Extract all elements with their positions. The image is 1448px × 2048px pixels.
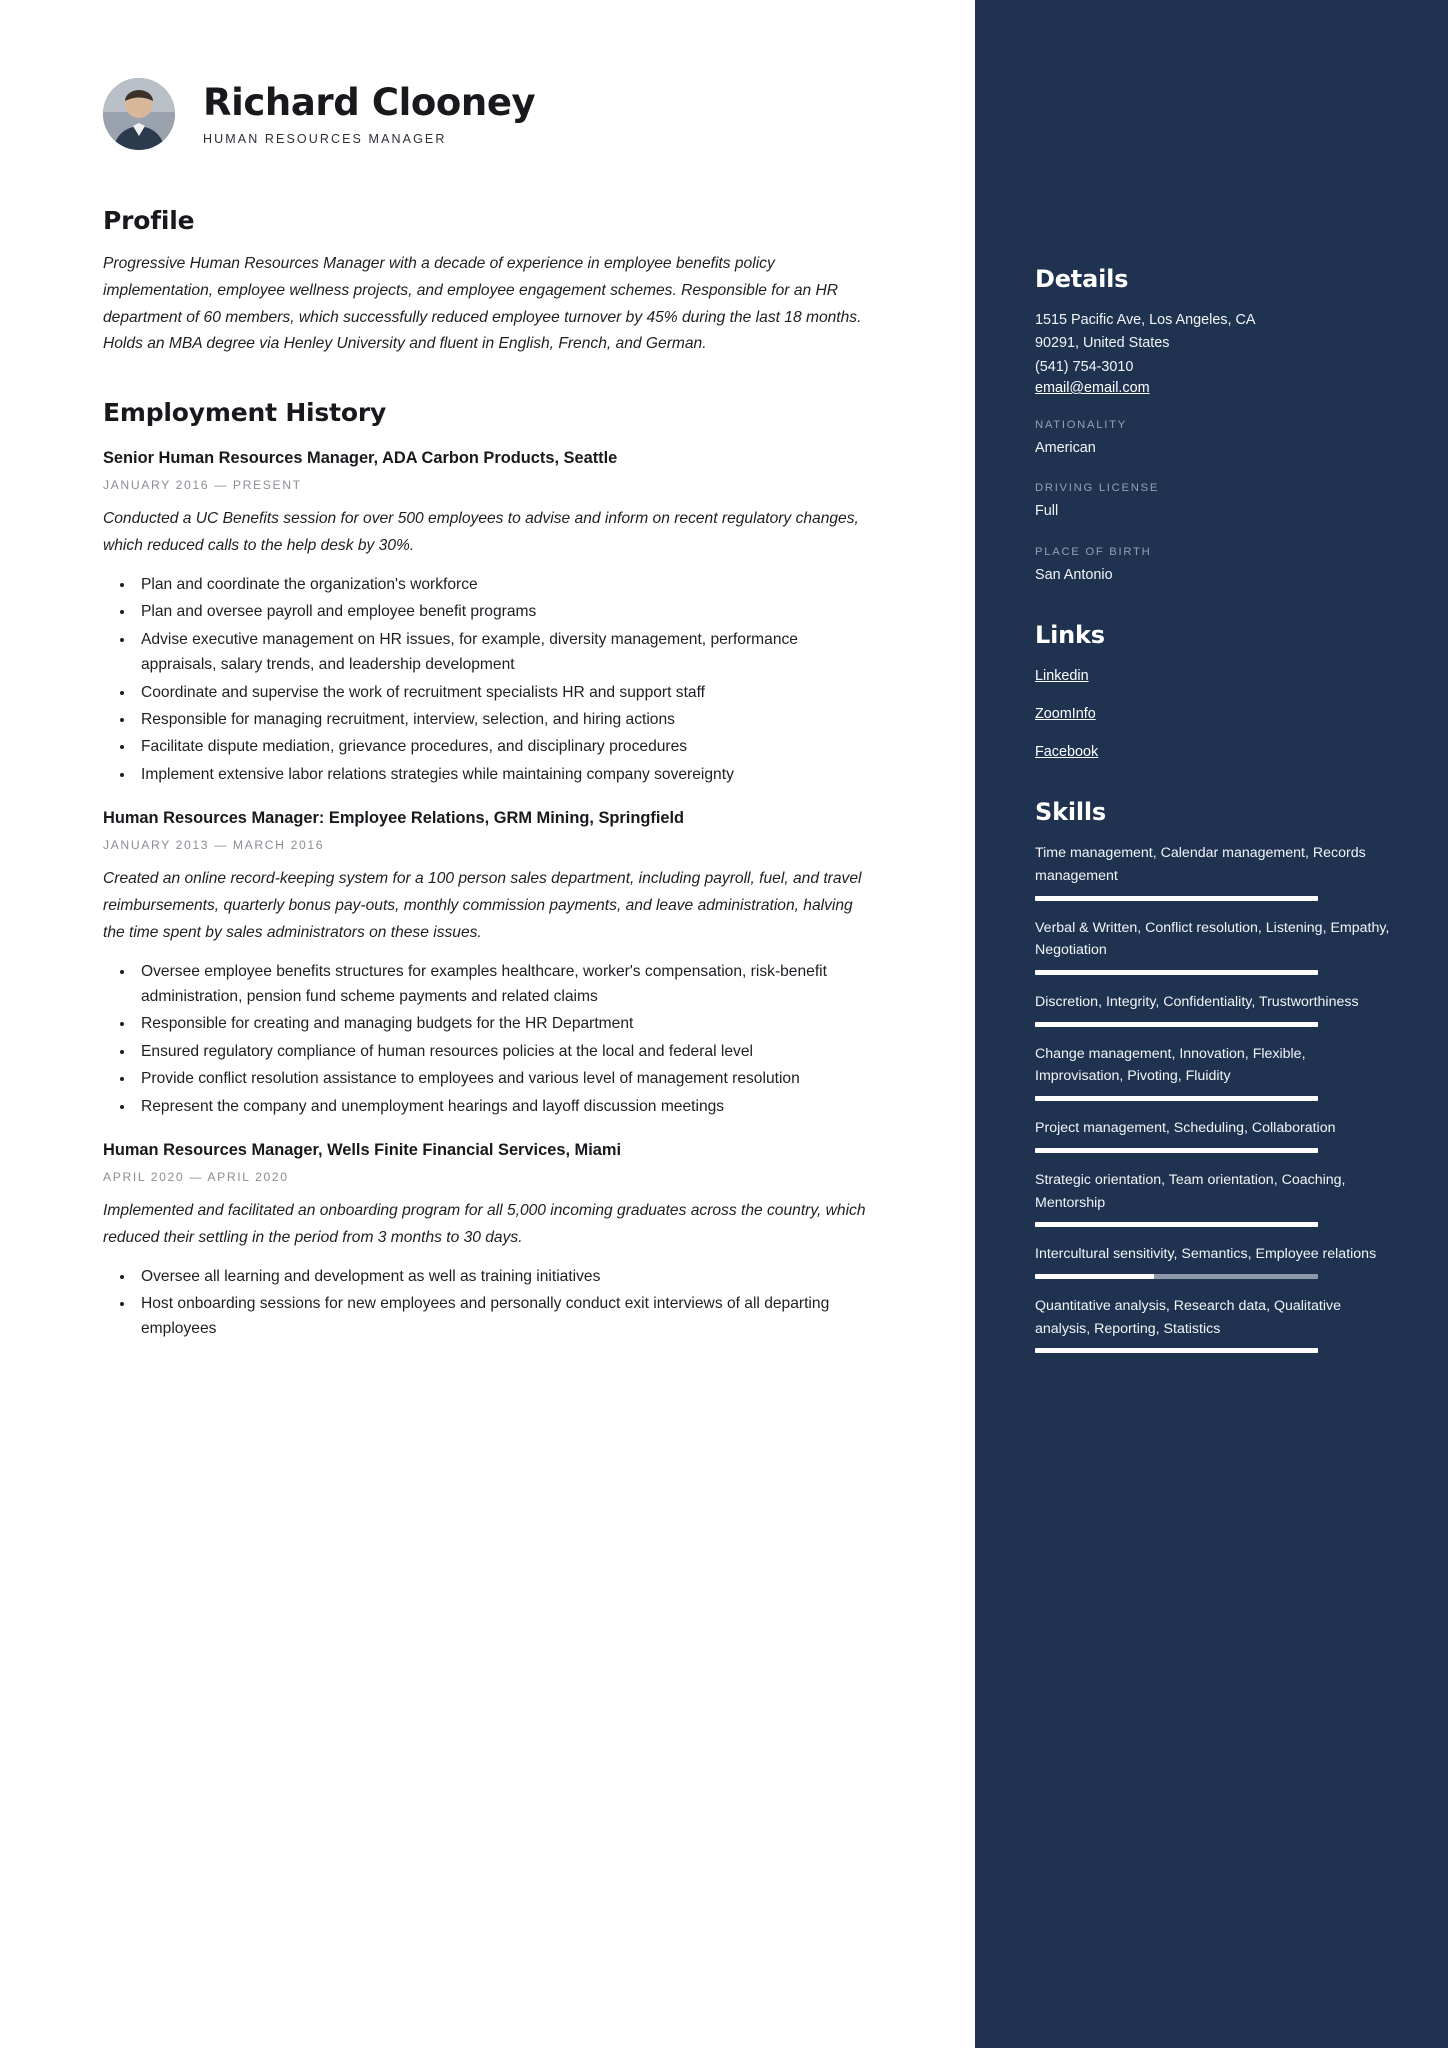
employment-dates: JANUARY 2016 — PRESENT	[103, 478, 302, 493]
employment-title: Human Resources Manager, Wells Finite Financial Services, Miami	[103, 1141, 622, 1159]
skill-rating-bar	[1035, 1222, 1318, 1227]
section-title-links: Links	[1035, 620, 1105, 649]
employment-entry	[103, 809, 870, 1119]
list-item: • Advise executive management on HR issues, for example, diversity management, performance appraisals, salary trends, and leadership development	[135, 627, 870, 678]
resume-header	[103, 78, 870, 150]
employment-title: Human Resources Manager: Employee Relations, GRM Mining, Springfield	[103, 809, 685, 828]
detail-value-place-of-birth: San Antonio	[1035, 566, 1113, 583]
skills-section	[1035, 798, 1393, 1353]
skill-rating-bar	[1035, 1274, 1318, 1279]
list-item: • Responsible for managing recruitment, interview, selection, and hiring actions	[135, 707, 870, 732]
skill-label: Change management, Innovation, Flexible, Improvisation, Pivoting, Fluidity	[1035, 1045, 1306, 1085]
links-section	[1035, 621, 1393, 764]
list-item: • Facilitate dispute mediation, grievance procedures, and disciplinary procedures	[135, 734, 870, 759]
section-title-details: Details	[1035, 265, 1129, 293]
section-title-employment: Employment History	[103, 398, 387, 428]
skill-rating-bar	[1035, 896, 1318, 901]
skill-rating-bar	[1035, 1096, 1318, 1101]
employment-title: Senior Human Resources Manager, ADA Carbon Products, Seattle	[103, 449, 618, 468]
email-link[interactable]: email@email.com	[1035, 379, 1150, 396]
skill-item	[1035, 1117, 1393, 1153]
list-item: • Responsible for creating and managing budgets for the HR Department	[135, 1011, 870, 1036]
employment-entry	[103, 449, 870, 787]
employment-entry	[103, 1141, 870, 1342]
employment-bullets	[103, 959, 870, 1119]
skill-label: Strategic orientation, Team orientation, Coaching, Mentorship	[1035, 1171, 1346, 1211]
list-item: • Oversee employee benefits structures for examples healthcare, worker's compensation, risk-benefit administration, pension fund scheme payments and related claims	[135, 959, 870, 1010]
portrait-photo-icon	[103, 78, 175, 150]
employment-summary: Conducted a UC Benefits session for over 500 employees to advise and inform on recent regulatory changes, which reduced calls to the help desk by 30%.	[103, 510, 859, 555]
skill-item	[1035, 842, 1393, 900]
list-item: • Implement extensive labor relations strategies while maintaining company sovereignty	[135, 762, 870, 787]
skill-label: Time management, Calendar management, Records management	[1035, 845, 1366, 884]
details-section	[1035, 265, 1393, 587]
list-item: • Ensured regulatory compliance of human resources policies at the local and federal level	[135, 1039, 870, 1064]
skill-label: Discretion, Integrity, Confidentiality, Trustworthiness	[1035, 993, 1359, 1010]
skill-item	[1035, 1295, 1393, 1353]
employment-summary: Implemented and facilitated an onboarding program for all 5,000 incoming graduates across the country, which reduced their settling in the period from 3 months to 30 days.	[103, 1202, 866, 1246]
skill-label: Intercultural sensitivity, Semantics, Employee relations	[1035, 1246, 1377, 1263]
page-title: Richard Clooney	[203, 80, 536, 124]
skill-item	[1035, 1243, 1393, 1279]
employment-bullets	[103, 572, 870, 787]
skill-rating-bar	[1035, 1022, 1318, 1027]
list-item: • Plan and coordinate the organization's workforce	[135, 572, 870, 597]
address-line-1: 1515 Pacific Ave, Los Angeles, CA	[1035, 312, 1256, 328]
skill-label: Quantitative analysis, Research data, Qualitative analysis, Reporting, Statistics	[1035, 1298, 1341, 1337]
list-item: • Plan and oversee payroll and employee benefit programs	[135, 599, 870, 624]
employment-summary: Created an online record-keeping system for a 100 person sales department, including payroll, fuel, and travel reimbursements, quarterly bonus pay-outs, monthly commission payments, and leave administration, halving the time spent by sales administrators on these issues.	[103, 870, 862, 941]
employment-bullets	[103, 1264, 870, 1342]
detail-label-place-of-birth: PLACE OF BIRTH	[1035, 545, 1152, 558]
skill-label: Verbal & Written, Conflict resolution, Listening, Empathy, Negotiation	[1035, 919, 1390, 959]
list-item: • Coordinate and supervise the work of recruitment specialists HR and support staff	[135, 680, 870, 705]
skill-item	[1035, 917, 1393, 975]
phone-number: (541) 754-3010	[1035, 358, 1134, 375]
sidebar	[975, 0, 1448, 2048]
skill-item	[1035, 1043, 1393, 1101]
section-title-skills: Skills	[1035, 798, 1107, 827]
list-item: • Represent the company and unemployment hearings and layoff discussion meetings	[135, 1094, 870, 1119]
detail-label-nationality: NATIONALITY	[1035, 418, 1127, 431]
employment-dates: JANUARY 2013 — MARCH 2016	[103, 838, 325, 853]
list-item: • Provide conflict resolution assistance to employees and various level of management resolution	[135, 1066, 870, 1091]
skill-rating-bar	[1035, 1348, 1318, 1353]
list-item: • Oversee all learning and development as well as training initiatives	[135, 1264, 870, 1289]
link-facebook[interactable]: Facebook	[1035, 744, 1099, 761]
detail-value-driving-license: Full	[1035, 503, 1059, 520]
list-item: • Host onboarding sessions for new employees and personally conduct exit interviews of all departing employees	[135, 1291, 870, 1342]
avatar	[103, 78, 175, 150]
link-linkedin[interactable]: Linkedin	[1035, 667, 1089, 684]
section-title-profile: Profile	[103, 206, 195, 235]
detail-value-nationality: American	[1035, 439, 1096, 456]
name-block	[203, 82, 535, 147]
profile-text: Progressive Human Resources Manager with a decade of experience in employee benefits policy implementation, employee wellness projects, and employee engagement schemes. Responsible for an HR department of 60 members, which successfully reduced employee turnover by 45% during the last 18 months. Holds an MBA degree via Henley University and fluent in English, French, and German.	[103, 255, 862, 353]
skill-item	[1035, 1169, 1393, 1227]
address-line-2: 90291, United States	[1035, 335, 1170, 352]
skill-rating-bar	[1035, 1148, 1318, 1153]
skill-item	[1035, 991, 1393, 1027]
skill-rating-bar	[1035, 970, 1318, 975]
employment-dates: APRIL 2020 — APRIL 2020	[103, 1170, 289, 1184]
detail-label-driving-license: DRIVING LICENSE	[1035, 482, 1160, 495]
job-title: HUMAN RESOURCES MANAGER	[203, 132, 447, 147]
link-zoominfo[interactable]: ZoomInfo	[1035, 706, 1096, 723]
skill-label: Project management, Scheduling, Collaboration	[1035, 1120, 1336, 1137]
